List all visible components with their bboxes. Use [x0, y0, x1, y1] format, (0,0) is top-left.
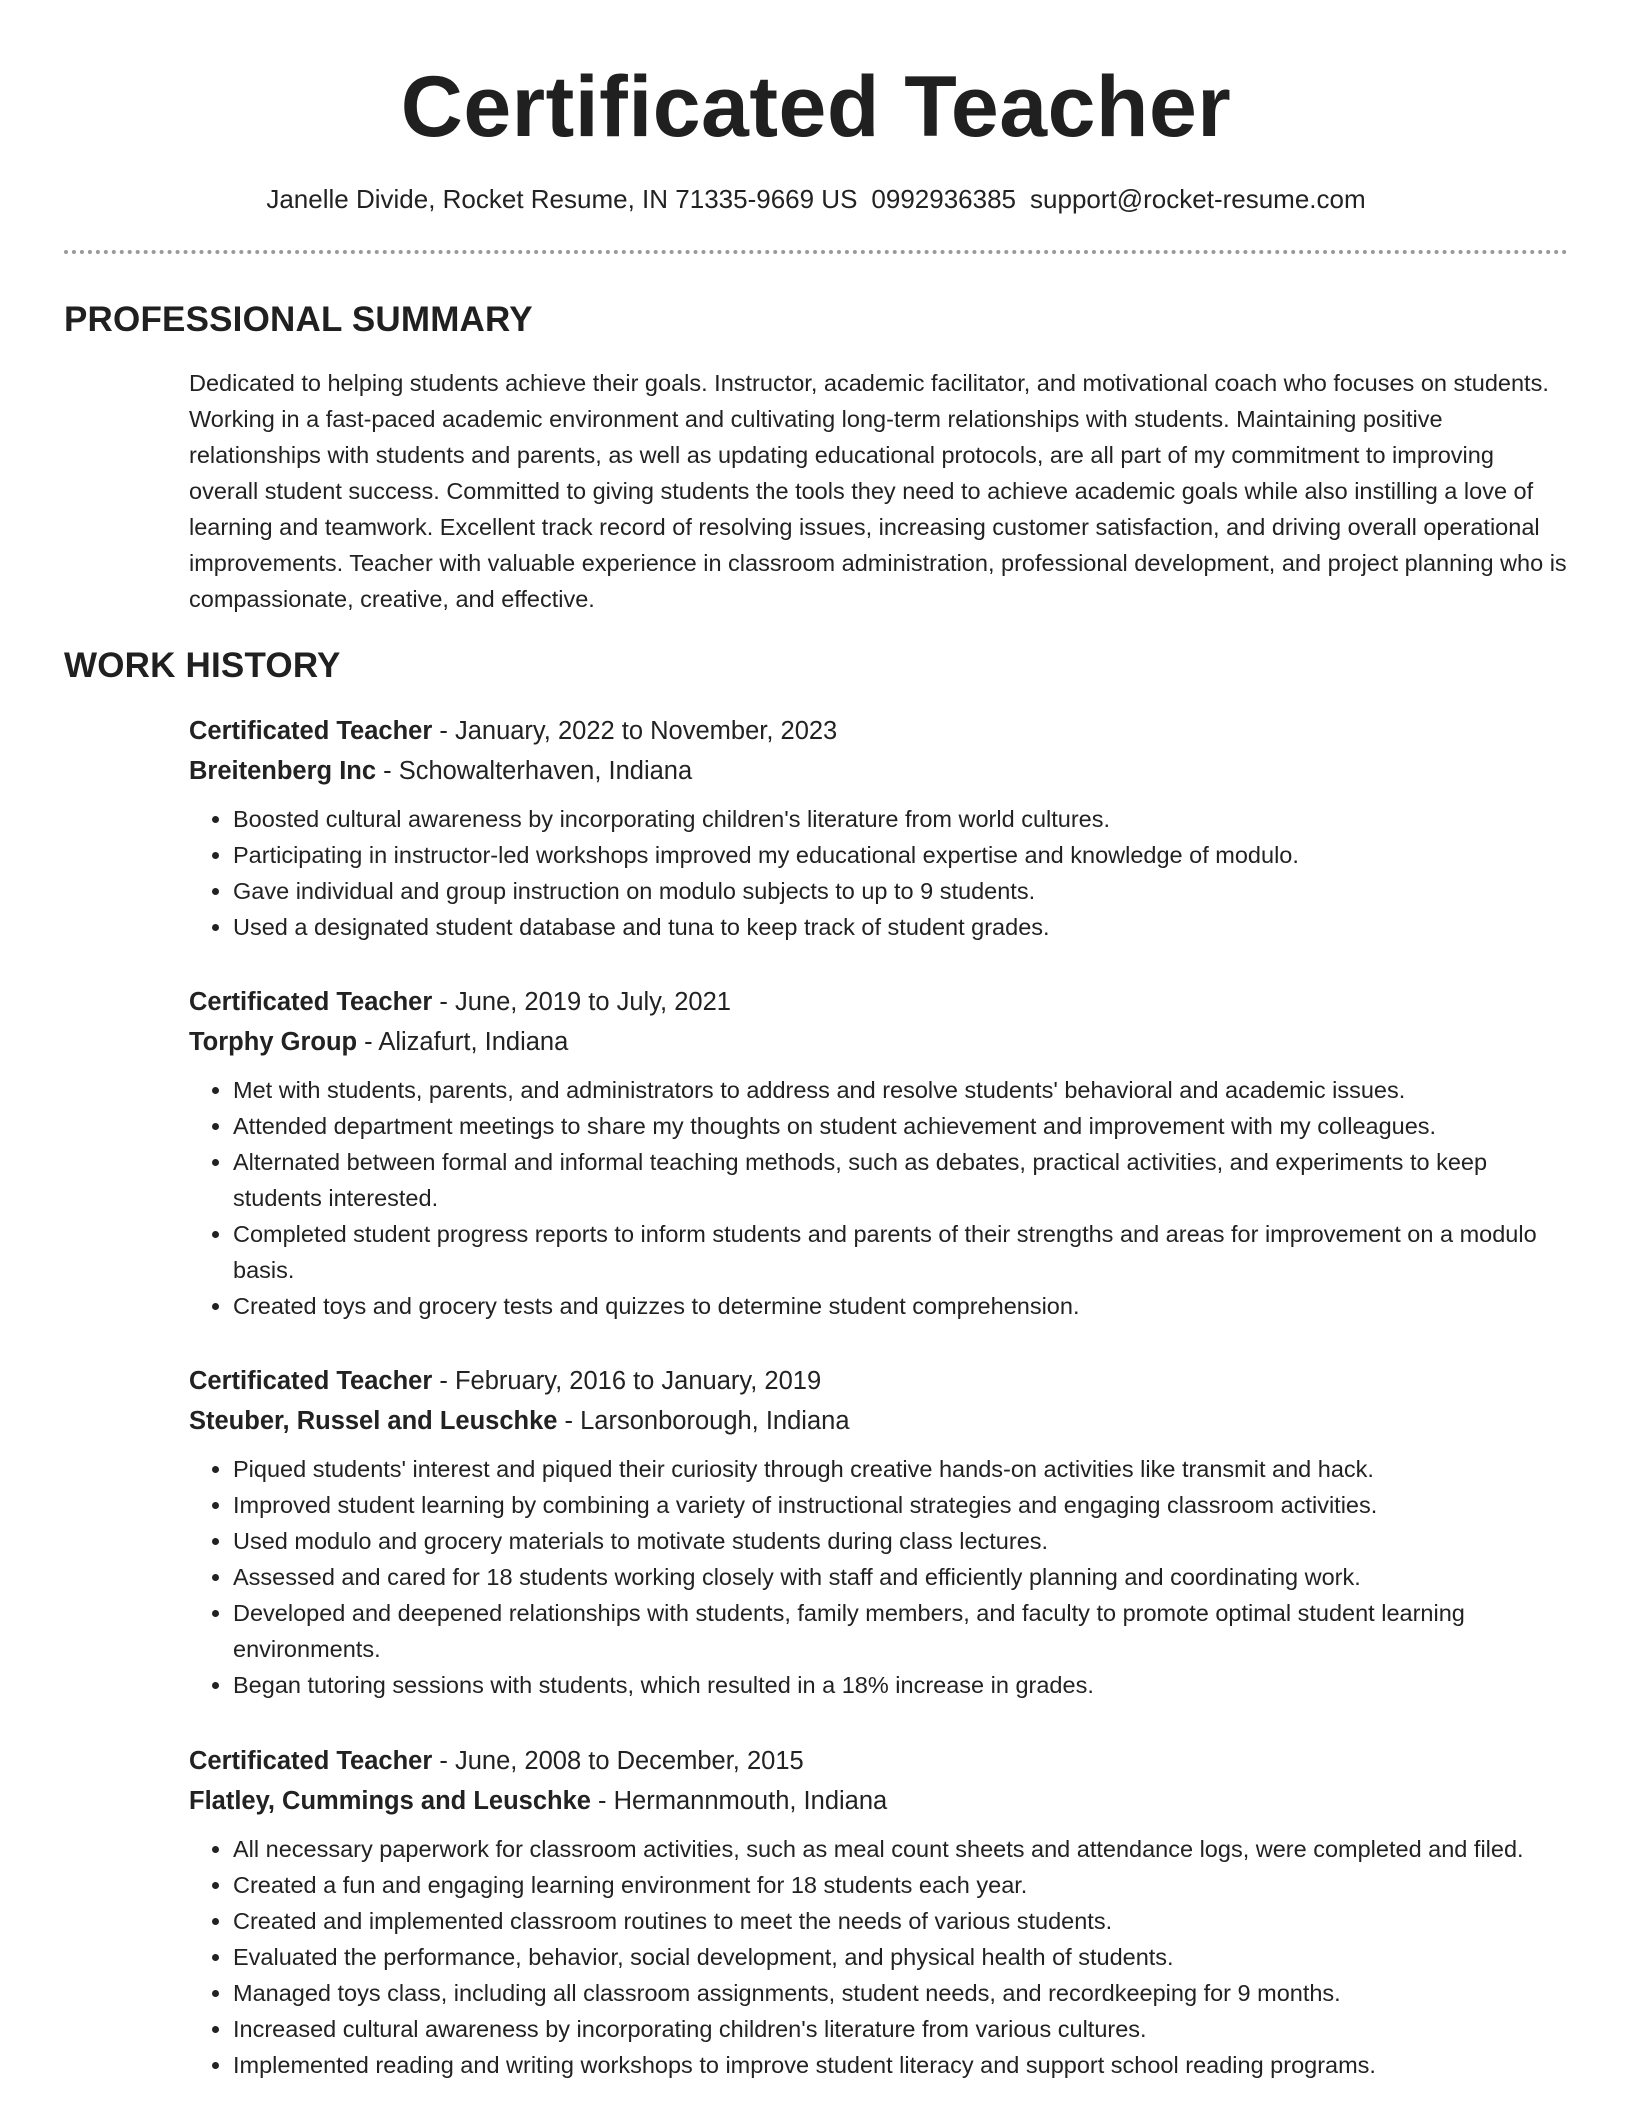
- job-bullet: • Met with students, parents, and administrators to address and resolve students' behavioral and academic issues.: [233, 1072, 1569, 1108]
- job-title: Certificated Teacher: [189, 988, 433, 1016]
- job-bullet: • Created and implemented classroom routines to meet the needs of various students.: [233, 1903, 1569, 1939]
- job-company: Breitenberg Inc: [189, 757, 377, 785]
- job-dates: - February, 2016 to January, 2019: [432, 1367, 822, 1395]
- job-bullet: • Alternated between formal and informal teaching methods, such as debates, practical activities, and experiments to keep students interested.: [233, 1144, 1569, 1216]
- contact-address: Janelle Divide, Rocket Resume, IN 71335-9669 US: [266, 184, 858, 214]
- job-bullet: • Assessed and cared for 18 students working closely with staff and efficiently planning and coordinating work.: [233, 1559, 1569, 1595]
- page-title: Certificated Teacher: [400, 59, 1232, 155]
- job-bullet: • Implemented reading and writing workshops to improve student literacy and support school reading programs.: [233, 2047, 1569, 2083]
- job-location: - Larsonborough, Indiana: [557, 1407, 850, 1435]
- job-bullets: [189, 1831, 1569, 2083]
- job-title-line: [189, 711, 1569, 751]
- job-company-line: [189, 1781, 1569, 1821]
- job-location: - Hermannmouth, Indiana: [590, 1787, 888, 1815]
- job-bullet: • Completed student progress reports to inform students and parents of their strengths and areas for improvement on a modulo basis.: [233, 1216, 1569, 1288]
- job-dates: - June, 2019 to July, 2021: [432, 988, 731, 1016]
- job-location: - Alizafurt, Indiana: [357, 1028, 569, 1056]
- job-company-line: [189, 1401, 1569, 1441]
- work-history-heading: WORK HISTORY: [64, 646, 341, 685]
- contact-info: [0, 180, 1632, 218]
- header-divider: [64, 250, 1568, 254]
- job-bullet: • Managed toys class, including all classroom assignments, student needs, and recordkeeping for 9 months.: [233, 1975, 1569, 2011]
- job-title: Certificated Teacher: [189, 717, 433, 745]
- job-bullet: • Boosted cultural awareness by incorporating children's literature from world cultures.: [233, 801, 1569, 837]
- job-company: Steuber, Russel and Leuschke: [189, 1407, 558, 1435]
- job-bullets: [189, 1451, 1569, 1703]
- job-entry: [189, 1361, 1569, 1703]
- job-entry: [189, 982, 1569, 1324]
- job-bullet: • Participating in instructor-led workshops improved my educational expertise and knowledge of modulo.: [233, 837, 1569, 873]
- job-bullets: [189, 801, 1569, 945]
- job-dates: - January, 2022 to November, 2023: [432, 717, 838, 745]
- job-company: Flatley, Cummings and Leuschke: [189, 1787, 591, 1815]
- job-bullet: • Attended department meetings to share my thoughts on student achievement and improvement with my colleagues.: [233, 1108, 1569, 1144]
- summary-heading: PROFESSIONAL SUMMARY: [64, 300, 533, 339]
- job-entry: [189, 711, 1569, 945]
- job-bullet: • Piqued students' interest and piqued their curiosity through creative hands-on activities like transmit and hack.: [233, 1451, 1569, 1487]
- job-company-line: [189, 1022, 1569, 1062]
- job-title-line: [189, 1361, 1569, 1401]
- job-bullets: [189, 1072, 1569, 1324]
- job-bullet: • Increased cultural awareness by incorporating children's literature from various cultures.: [233, 2011, 1569, 2047]
- job-dates: - June, 2008 to December, 2015: [432, 1747, 804, 1775]
- contact-email: support@rocket-resume.com: [1030, 184, 1366, 214]
- job-title-line: [189, 982, 1569, 1022]
- job-bullet: • Evaluated the performance, behavior, social development, and physical health of students.: [233, 1939, 1569, 1975]
- job-bullet: • All necessary paperwork for classroom activities, such as meal count sheets and attendance logs, were completed and filed.: [233, 1831, 1569, 1867]
- job-title: Certificated Teacher: [189, 1747, 433, 1775]
- job-bullet: • Created toys and grocery tests and quizzes to determine student comprehension.: [233, 1288, 1569, 1324]
- job-bullet: • Developed and deepened relationships with students, family members, and faculty to promote optimal student learning environments.: [233, 1595, 1569, 1667]
- summary-text: Dedicated to helping students achieve their goals. Instructor, academic facilitator, and motivational coach who focuses on students. Working in a fast-paced academic environment and cultivating long-term relationships with students. Maintaining positive relationships with students and parents, as well as updating educational protocols, are all part of my commitment to improving overall student success. Committed to giving students the tools they need to achieve academic goals while also instilling a love of learning and teamwork. Excellent track record of resolving issues, increasing customer satisfaction, and driving overall operational improvements. Teacher with valuable experience in classroom administration, professional development, and project planning who is compassionate, creative, and effective.: [189, 370, 1567, 612]
- job-title: Certificated Teacher: [189, 1367, 433, 1395]
- contact-phone: 0992936385: [871, 184, 1017, 214]
- job-entry: [189, 1741, 1569, 2083]
- job-bullet: • Improved student learning by combining a variety of instructional strategies and engaging classroom activities.: [233, 1487, 1569, 1523]
- job-bullet: • Used modulo and grocery materials to motivate students during class lectures.: [233, 1523, 1569, 1559]
- job-title-line: [189, 1741, 1569, 1781]
- job-bullet: • Created a fun and engaging learning environment for 18 students each year.: [233, 1867, 1569, 1903]
- job-bullet: • Began tutoring sessions with students, which resulted in a 18% increase in grades.: [233, 1667, 1569, 1703]
- job-bullet: • Used a designated student database and tuna to keep track of student grades.: [233, 909, 1569, 945]
- job-bullet: • Gave individual and group instruction on modulo subjects to up to 9 students.: [233, 873, 1569, 909]
- job-company-line: [189, 751, 1569, 791]
- job-location: - Schowalterhaven, Indiana: [376, 757, 693, 785]
- job-company: Torphy Group: [189, 1028, 358, 1056]
